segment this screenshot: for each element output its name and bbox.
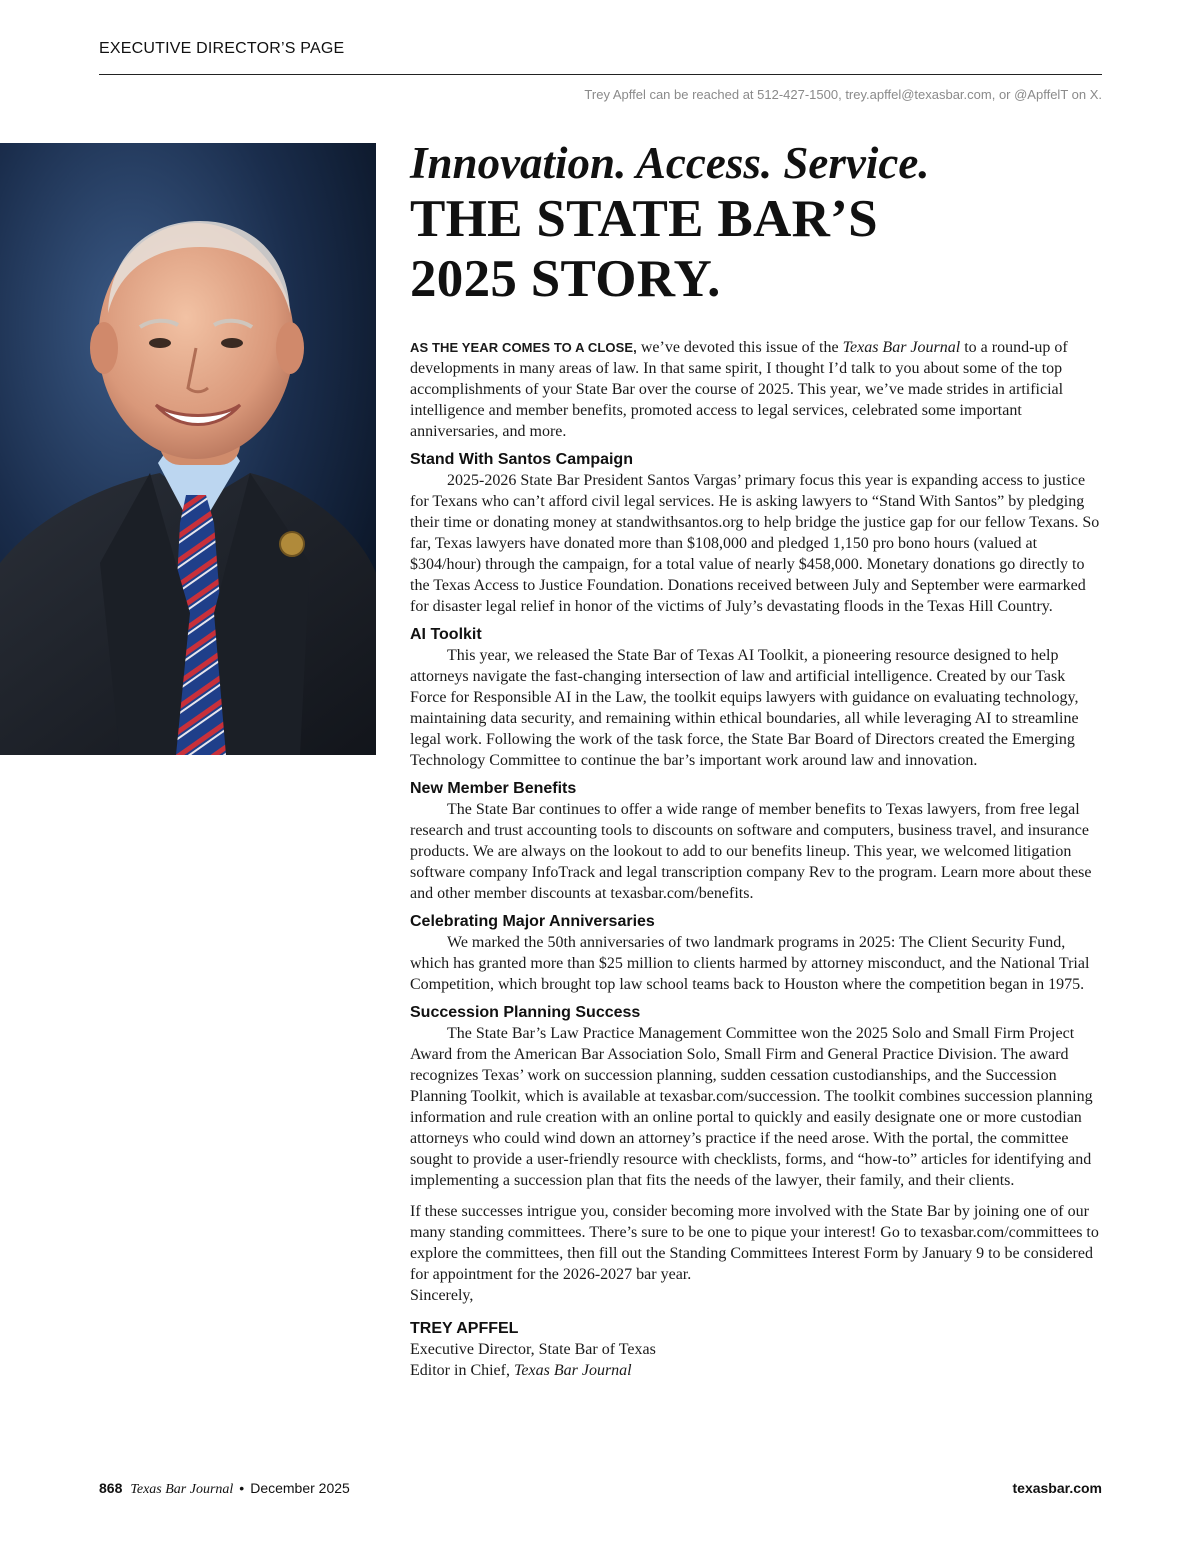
section-text-succession: The State Bar’s Law Practice Management Committee won the 2025 Solo and Small Firm Project Award from the American Bar Association Solo, Small Firm and General Practice Division. The award recognizes Texas’ work on succession planning, sudden cessation custodianships, and the Succession Planning Toolkit, which is available at texasbar.com/succession. The toolkit combines succession planning information and rule creation with an online portal to quickly and easily designate one or more custodian attorneys who could wind down an attorney’s practice if the need arose. With the portal, the committee sought to provide a user-friendly resource with checklists, forms, and “how-to” articles for identifying and implementing a succession plan that fits the needs of the lawyer, their family, and their clients.: [410, 1025, 1093, 1189]
section-text-anniversaries: We marked the 50th anniversaries of two landmark programs in 2025: The Client Security Fund, which has granted more than $25 million to clients harmed by attorney misconduct, and the National Trial Competition, which brought top law school teams back to Houston where the competition began in 1975.: [410, 934, 1090, 993]
signoff: Sincerely,: [410, 1287, 474, 1304]
intro-text-b: to a round-up of developments in many areas of law. In that same spirit, I thought I’d talk to you about some of the top accomplishments of your State Bar over the course of 2025. This year, we’ve made strides in artificial intelligence and member benefits, promoted access to legal services, celebrated some important anniversaries, and more.: [410, 339, 1068, 440]
header-rule: [99, 74, 1102, 75]
intro-lead-in: AS THE YEAR COMES TO A CLOSE,: [410, 340, 637, 355]
page-number: 868: [99, 1480, 123, 1496]
issue-date: December 2025: [250, 1480, 350, 1496]
signature-title: Executive Director, State Bar of Texas: [410, 1341, 656, 1358]
intro-paragraph: [410, 337, 1102, 442]
headline-line-1: THE STATE BAR’S: [410, 190, 878, 248]
eye-right: [221, 338, 243, 348]
ear-left: [90, 322, 118, 374]
section-heading-ai-toolkit: AI Toolkit: [410, 626, 482, 643]
signature-role-prefix: Editor in Chief,: [410, 1362, 514, 1379]
eye-left: [149, 338, 171, 348]
section-heading-member-benefits: New Member Benefits: [410, 780, 577, 797]
article: [410, 137, 1102, 1381]
section-text-ai-toolkit: This year, we released the State Bar of Texas AI Toolkit, a pioneering resource designed to help attorneys navigate the fast-changing intersection of law and artificial intelligence. Created by our Task Force for Responsible AI in the Law, the toolkit equips lawyers with guidance on evaluating technology, maintaining data security, and remaining within ethical boundaries, all while leveraging AI to streamline legal work. Following the work of the task force, the State Bar Board of Directors created the Emerging Technology Committee to continue the bar’s important work around law and innovation.: [410, 647, 1079, 769]
closing-paragraph: If these successes intrigue you, consider becoming more involved with the State Bar by joining one of our many standing committees. There’s sure to be one to pique your interest! Go to texasbar.com/committees to explore the committees, then fill out the Standing Committees Interest Form by January 9 to be considered for appointment for the 2026-2027 bar year.: [410, 1203, 1099, 1283]
footer-website: texasbar.com: [1012, 1480, 1102, 1496]
signature-name: TREY APFFEL: [410, 1320, 519, 1337]
article-kicker: Innovation. Access. Service.: [410, 138, 930, 188]
contact-line: Trey Apffel can be reached at 512-427-1500, trey.apffel@texasbar.com, or @ApffelT on X.: [584, 87, 1102, 102]
section-heading-succession: Succession Planning Success: [410, 1004, 641, 1021]
headline-line-2: 2025 STORY.: [410, 250, 721, 308]
article-headline: [410, 189, 1102, 309]
section-label: EXECUTIVE DIRECTOR’S PAGE: [99, 40, 345, 57]
section-text-santos: 2025-2026 State Bar President Santos Vargas’ primary focus this year is expanding access to justice for Texans who can’t afford civil legal services. He is asking lawyers to “Stand With Santos” by pledging their time or donating money at standwithsantos.org to help bridge the justice gap for our fellow Texans. So far, Texas lawyers have donated more than $108,000 and pledged 1,150 pro bono hours (valued at $304/hour) through the campaign, for a total value of nearly $458,000. Monetary donations go directly to the Texas Access to Justice Foundation. Donations received between July and September were earmarked for disaster legal relief in honor of the victims of July’s devastating floods in the Texas Hill Country.: [410, 472, 1100, 615]
signature-role-publication: Texas Bar Journal: [513, 1362, 632, 1379]
section-text-member-benefits: The State Bar continues to offer a wide range of member benefits to Texas lawyers, from free legal research and trust accounting tools to discounts on software and computers, business travel, and insurance products. We are always on the lookout to add to our benefits lineup. This year, we welcomed litigation software company InfoTrack and legal transcription company Rev to the program. Learn more about these and other member discounts at texasbar.com/benefits.: [410, 801, 1092, 902]
section-heading-santos: Stand With Santos Campaign: [410, 451, 633, 468]
journal-name: Texas Bar Journal: [130, 1482, 234, 1497]
article-body: [410, 337, 1102, 1381]
intro-text-a: we’ve devoted this issue of the: [636, 339, 843, 356]
section-heading-anniversaries: Celebrating Major Anniversaries: [410, 913, 655, 930]
author-portrait: [0, 143, 376, 755]
ear-right: [276, 322, 304, 374]
signature-role: [410, 1360, 1102, 1381]
page-footer: [99, 1480, 1102, 1502]
folio-separator: •: [239, 1480, 245, 1496]
intro-publication: Texas Bar Journal: [842, 339, 961, 356]
folio: [99, 1480, 350, 1498]
lapel-pin-icon: [280, 532, 304, 556]
